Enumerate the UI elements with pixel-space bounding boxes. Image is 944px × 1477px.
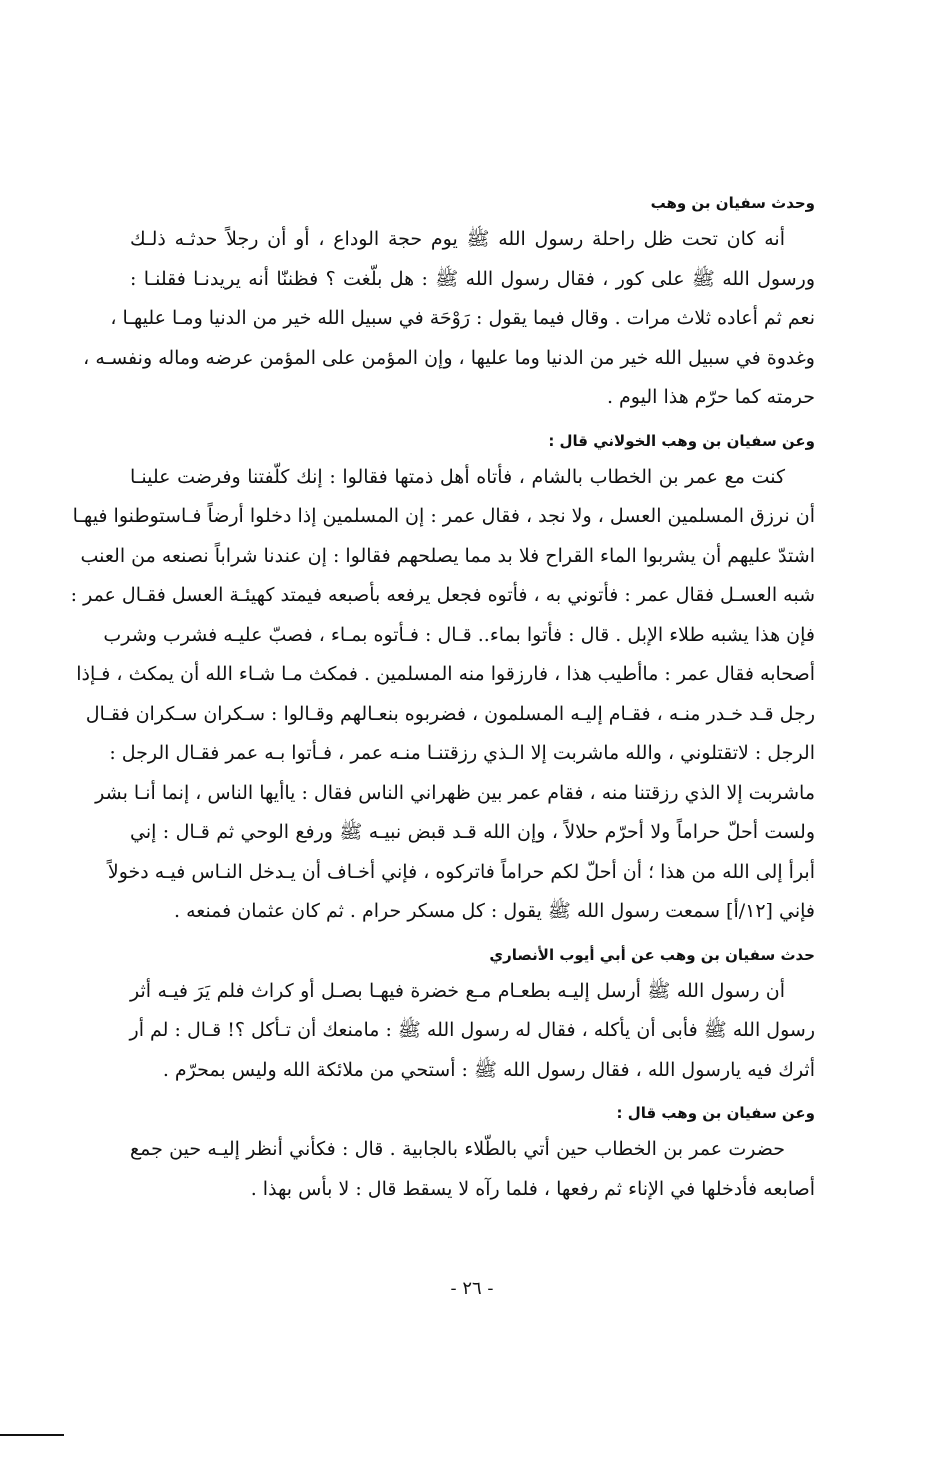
text-line: ورسول الله ﷺ على كور ، فقال رسول الله ﷺ : هل بلّغت ؟ فظننّا أنه يريدنـا فقلنـا : — [130, 267, 815, 290]
text-line: أن نرزق المسلمين العسل ، ولا نجد ، فقال عمر : إن المسلمين إذا دخلوا أرضاً فـاستوطنوا فيهـا — [72, 505, 815, 527]
text-line: شبه العسـل فقال عمر : فأتوني به ، فأتوه فجعل يرفعه بأصبعه فيمتد كهيئـة العسل فقـال عمر : — [70, 584, 815, 606]
text-line: أثرك فيه يارسول الله ، فقال رسول الله ﷺ : أستحي من ملائكة الله وليس بمحرّم . — [162, 1058, 815, 1081]
section-heading: وحدث سفيان بن وهب — [650, 194, 815, 212]
text-line: نعم ثم أعاده ثلاث مرات . وقال فيما يقول : رَوْحَة في سبيل الله خير من الدنيا ومـا عليهـا ، — [110, 307, 815, 329]
paragraph — [70, 458, 815, 932]
footnote-rule — [0, 1434, 64, 1436]
text-line: حرمته كما حرّم هذا اليوم . — [606, 386, 815, 408]
text-line: أنه كان تحت ظل راحلة رسول الله ﷺ يوم حجة الوداع ، أو أن رجلاً حدثـه ذلـك — [130, 228, 785, 250]
text-line: ولست أحلّ حراماً ولا أحرّم حلالاً ، وإن الله قـد قبض نبيـه ﷺ ورفع الوحي ثم قـال : إني — [130, 821, 815, 843]
text-line: اشتدّ عليهم أن يشربوا الماء القراح فلا بد مما يصلحهم فقالوا : إن عندنا شراباً نصنعه من العنب — [80, 544, 815, 567]
text-line: فإني [١٢/أ] سمعت رسول الله ﷺ يقول : كل مسكر حرام . ثم كان عثمان فمنعه . — [174, 900, 815, 922]
text-line: حضرت عمر بن الخطاب حين أتي بالطّلاء بالجابية . قال : فكأني أنظر إليـه حين جمع — [130, 1138, 785, 1160]
page-number: - ٢٦ - — [450, 1278, 494, 1299]
text-line: أن رسول الله ﷺ أرسل إليـه بطعـام مـع خضرة فيهـا بصـل أو كراث فلم يَرَ فيـه أثر — [130, 979, 785, 1002]
text-line: أبرأ إلى الله من هذا ؛ أن أحلّ لكم حراماً فاتركوه ، فإني أخـاف أن يـدخل النـاس فيـه دخولاً — [107, 860, 815, 883]
text-line: رسول الله ﷺ فأبى أن يأكله ، فقال له رسول الله ﷺ : مامنعك أن تـأكل ؟! قـال : لم أر — [129, 1019, 815, 1041]
text-line: فإن هذا يشبه طلاء الإبل . قال : فأتوا بماء.. قـال : فـأتوه بمـاء ، فصبّ عليـه فشرب وشرب — [103, 623, 815, 646]
section-heading: وعن سفيان بن وهب قال : — [616, 1104, 815, 1122]
text-line: ماشربت إلا الذي رزقتنا منه ، فقام عمر بين ظهراني الناس فقال : ياأيها الناس ، إنما أنـا بشر — [95, 781, 815, 804]
paragraph — [130, 1130, 815, 1209]
text-line: أصحابه فقال عمر : ماأطيب هذا ، فارزقوا منه المسلمين . فمكث مـا شـاء الله أن يمكث ، فـإذا — [76, 663, 815, 685]
paragraph — [130, 972, 815, 1091]
page-body — [70, 190, 815, 1213]
text-line: كنت مع عمر بن الخطاب بالشام ، فأتاه أهل ذمتها فقالوا : إنك كلّفتنا وفرضت علينـا — [130, 465, 785, 488]
text-line: أصابعه فأدخلها في الإناء ثم رفعها ، فلما رآه لا يسقط قال : لا بأس بهذا . — [250, 1177, 815, 1200]
text-line: وغدوة في سبيل الله خير من الدنيا وما عليها ، وإن المؤمن على المؤمن عرضه وماله ونفسـه ، — [83, 346, 815, 369]
paragraph — [83, 220, 815, 418]
text-line: رجل قـد خـدر منـه ، فقـام إليـه المسلمون ، فضربوه بنعـالهم وقـالوا : سـكران سـكران فقـال — [85, 702, 815, 725]
text-line: الرجل : لاتقتلوني ، والله ماشربت إلا الـذي رزقتنـا منـه عمر ، فـأتوا بـه عمر فقـال الرجل : — [109, 742, 815, 764]
section-heading: حدث سفيان بن وهب عن أبي أيوب الأنصاري — [489, 945, 815, 964]
section-heading: وعن سفيان بن وهب الخولاني قال : — [548, 431, 815, 450]
